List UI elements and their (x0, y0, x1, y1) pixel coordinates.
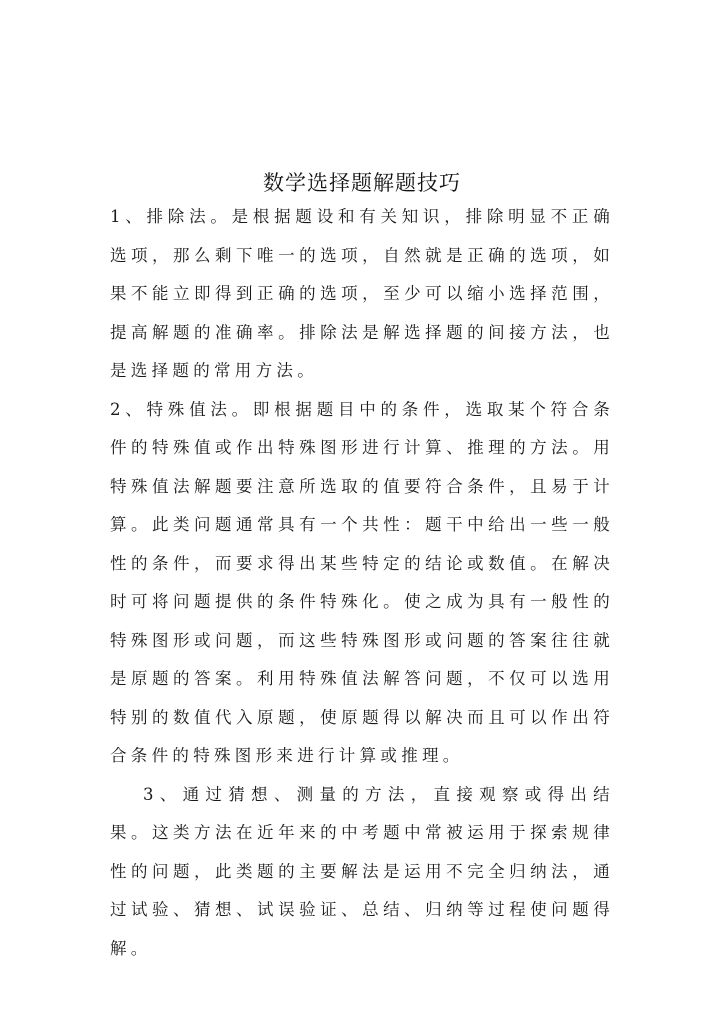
paragraph-guess-measure-method: 3、通过猜想、测量的方法，直接观察或得出结果。这类方法在近年来的中考题中常被运用于探索规律性的问题，此类题的主要解法是运用不完全归纳法，通过试验、猜想、试误验证、总结、归纳等过程使问题得解。 (110, 784, 614, 958)
paragraph-elimination-method: 1、排除法。是根据题设和有关知识，排除明显不正确选项，那么剩下唯一的选项，自然就是正确的选项，如果不能立即得到正确的选项，至少可以缩小选择范围，提高解题的准确率。排除法是解选择题的间接方法，也是选择题的常用方法。 (110, 207, 614, 380)
document-title: 数学选择题解题技巧 (263, 171, 461, 195)
paragraph-special-value-method: 2、特殊值法。即根据题目中的条件，选取某个符合条件的特殊值或作出特殊图形进行计算、推理的方法。用特殊值法解题要注意所选取的值要符合条件，且易于计算。此类问题通常具有一个共性：题干中给出一些一般性的条件，而要求得出某些特定的结论或数值。在解决时可将问题提供的条件特殊化。使之成为具有一般性的特殊图形或问题，而这些特殊图形或问题的答案往往就是原题的答案。利用特殊值法解答问题，不仅可以选用特别的数值代入原题，使原题得以解决而且可以作出符合条件的特殊图形来进行计算或推理。 (110, 399, 614, 765)
document-body (110, 198, 614, 968)
